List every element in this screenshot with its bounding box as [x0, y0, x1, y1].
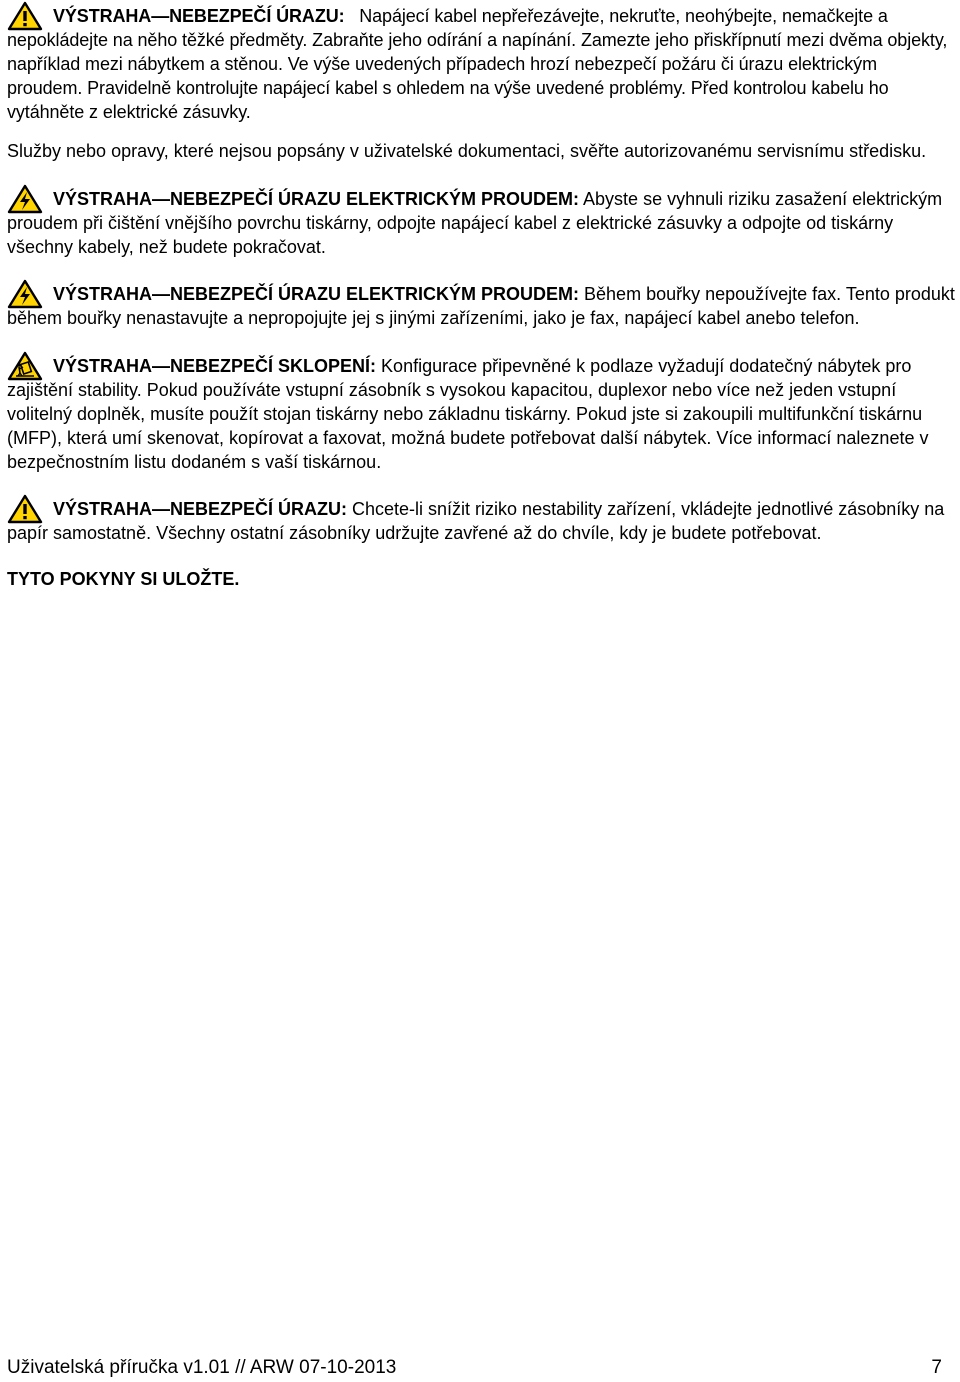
warning-paragraph-electric-storm: [7, 282, 955, 330]
warning-paragraph-electric-cleaning: [7, 187, 955, 259]
warning-paragraph-tip-over: [7, 354, 955, 474]
service-paragraph: [7, 139, 955, 163]
closing-instruction: TYTO POKYNY SI ULOŽTE.: [7, 569, 240, 589]
warning-lead: VÝSTRAHA—NEBEZPEČÍ ÚRAZU:: [53, 499, 348, 519]
footer-page-number: 7: [931, 1357, 942, 1378]
warning-triangle-icon: [7, 494, 43, 524]
warning-lead: VÝSTRAHA—NEBEZPEČÍ SKLOPENÍ:: [53, 356, 377, 376]
tip-over-hazard-icon: [7, 351, 43, 381]
electrical-hazard-icon: [7, 184, 43, 214]
warning-text: Konfigurace připevněné k podlaze vyžadují dodatečný nábytek pro zajištění stability. Pokud používáte vstupní zásobník s vysokou kapacitou, duplexor nebo více než jeden vstupní volitelný doplněk, musíte použít stojan tiskárny nebo základnu tiskárny. Pokud jste si zakoupili multifunkční tiskárnu (MFP), která umí skenovat, kopírovat a faxovat, možná budete potřebovat další nábytek. Více informací naleznete v bezpečnostním listu dodaném s vaší tiskárnou.: [7, 356, 929, 472]
warning-lead: VÝSTRAHA—NEBEZPEČÍ ÚRAZU ELEKTRICKÝM PROUDEM:: [53, 284, 580, 304]
warning-triangle-icon: [7, 1, 43, 31]
warning-text: Abyste se vyhnuli riziku zasažení elektrickým proudem při čištění vnějšího povrchu tiskárny, odpojte napájecí kabel z elektrické zásuvky a odpojte od tiskárny všechny kabely, než budete pokračovat.: [7, 189, 943, 257]
warning-lead: VÝSTRAHA—NEBEZPEČÍ ÚRAZU:: [53, 6, 345, 26]
electrical-hazard-icon: [7, 279, 43, 309]
document-page: [7, 4, 955, 609]
warning-lead: VÝSTRAHA—NEBEZPEČÍ ÚRAZU ELEKTRICKÝM PROUDEM:: [53, 189, 580, 209]
warning-text: Chcete-li snížit riziko nestability zařízení, vkládejte jednotlivé zásobníky na papír samostatně. Všechny ostatní zásobníky udržujte zavřené až do chvíle, kdy je budete potřebovat.: [7, 499, 945, 543]
service-text: Služby nebo opravy, které nejsou popsány v uživatelské dokumentaci, svěřte autorizovanému servisnímu středisku.: [7, 141, 927, 161]
warning-text: Během bouřky nepoužívejte fax. Tento produkt během bouřky nenastavujte a nepropojujte jej s jinými zařízeními, jako je fax, napájecí kabel anebo telefon.: [7, 284, 955, 328]
footer-document-title: Uživatelská příručka v1.01 // ARW 07-10-2013: [7, 1357, 397, 1378]
warning-paragraph-power-cord: [7, 4, 955, 124]
warning-paragraph-trays: [7, 497, 955, 545]
page-footer: [7, 1356, 942, 1380]
warning-text: Napájecí kabel nepřeřezávejte, nekruťte, neohýbejte, nemačkejte a nepokládejte na něho těžké předměty. Zabraňte jeho odírání a napínání. Zamezte jeho přiskřípnutí mezi dvěma objekty, například mezi nábytkem a stěnou. Ve výše uvedených případech hrozí nebezpečí požáru či úrazu elektrickým proudem. Pravidelně kontrolujte napájecí kabel s ohledem na výše uvedené problémy. Před kontrolou kabelu ho vytáhněte z elektrické zásuvky.: [7, 6, 953, 122]
